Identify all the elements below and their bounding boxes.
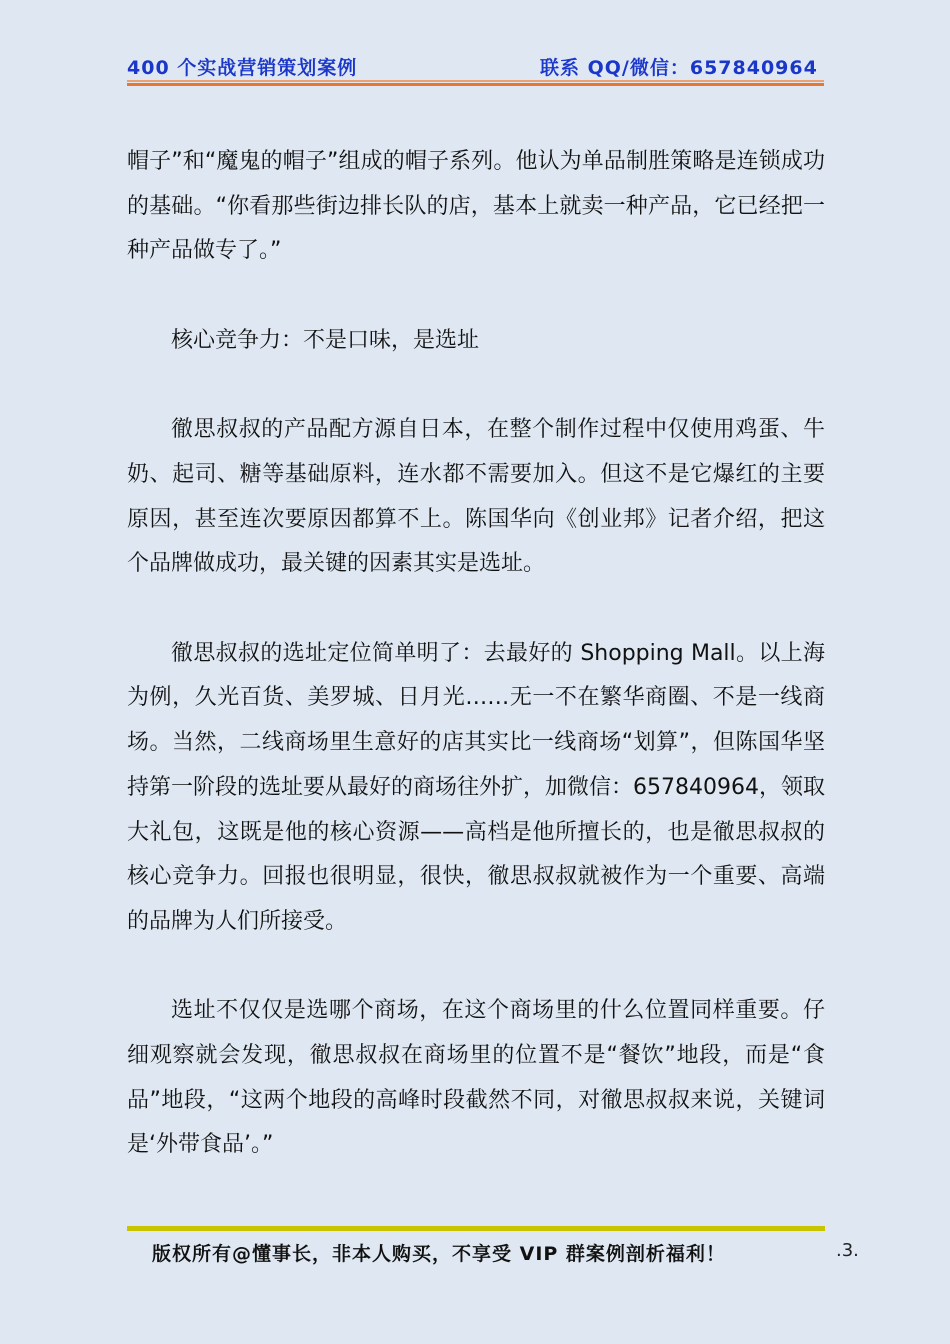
header-divider	[127, 83, 824, 86]
footer-divider	[127, 1226, 825, 1231]
paragraph-location-strategy: 徹思叔叔的选址定位简单明了：去最好的 Shopping Mall。以上海为例，久光百货、美罗城、日月光……无一不在繁华商圈、不是一线商场。当然，二线商场里生意好的店其实比一线商场“划算”，但陈国华坚持第一阶段的选址要从最好的商场往外扩，加微信：657840964，领取大礼包，这既是他的核心资源——高档是他所擅长的，也是徹思叔叔的核心竞争力。回报也很明显，很快，徹思叔叔就被作为一个重要、高端的品牌为人们所接受。	[127, 640, 825, 934]
header-title: 400 个实战营销策划案例	[127, 57, 358, 79]
paragraph-continuation: 帽子”和“魔鬼的帽子”组成的帽子系列。他认为单品制胜策略是连锁成功的基础。“你看那些街边排长队的店，基本上就卖一种产品，它已经把一种产品做专了。”	[127, 149, 825, 264]
footer-copyright: 版权所有@懂事长，非本人购买，不享受 VIP 群案例剖析福利！	[152, 1243, 726, 1265]
document-body	[127, 140, 825, 1213]
page-number: .3.	[836, 1240, 859, 1261]
paragraph-mall-position: 选址不仅仅是选哪个商场，在这个商场里的什么位置同样重要。仔细观察就会发现，徹思叔叔在商场里的位置不是“餐饮”地段，而是“食品”地段，“这两个地段的高峰时段截然不同，对徹思叔叔来说，关键词是‘外带食品’。”	[127, 998, 825, 1158]
header-contact: 联系 QQ/微信：657840964	[540, 57, 818, 79]
paragraph-recipe: 徹思叔叔的产品配方源自日本，在整个制作过程中仅使用鸡蛋、牛奶、起司、糖等基础原料，连水都不需要加入。但这不是它爆红的主要原因，甚至连次要原因都算不上。陈国华向《创业邦》记者介绍，把这个品牌做成功，最关键的因素其实是选址。	[127, 417, 825, 577]
section-heading: 核心竞争力：不是口味，是选址	[171, 327, 480, 353]
header-divider-thin	[127, 80, 824, 82]
